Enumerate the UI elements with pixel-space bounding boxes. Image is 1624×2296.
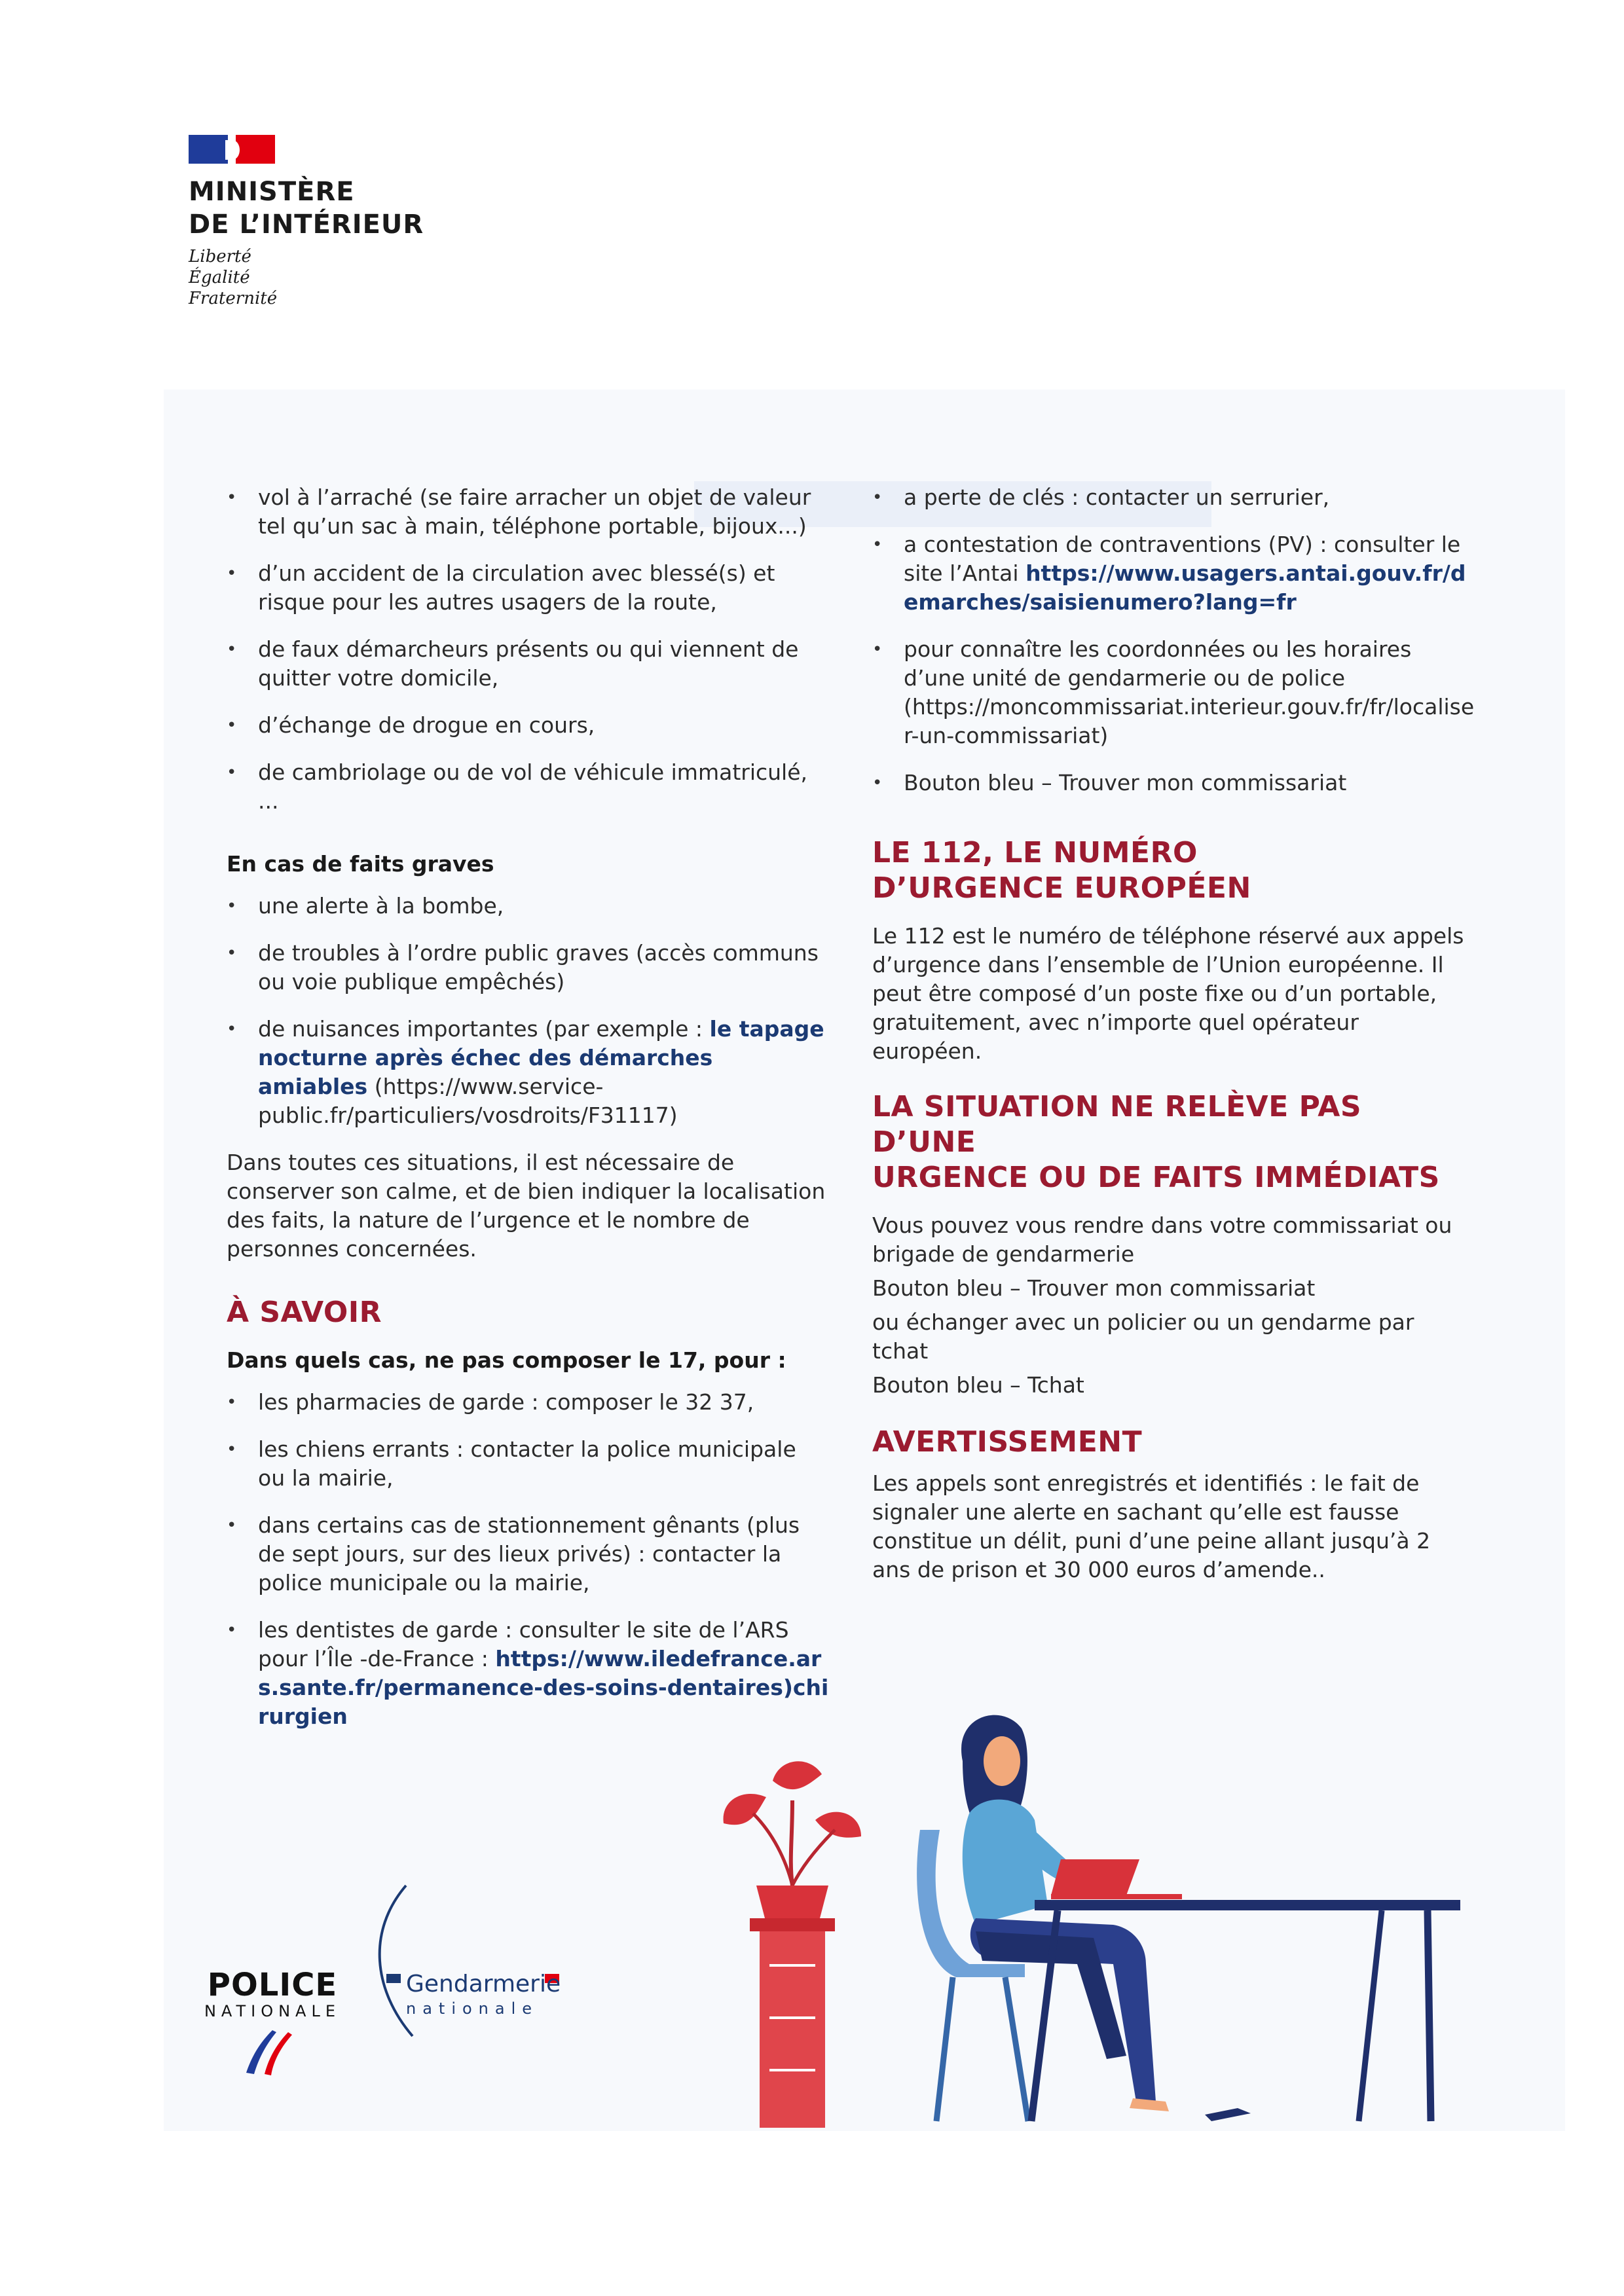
a-savoir-heading: À SAVOIR [227, 1296, 382, 1329]
left-column [227, 483, 829, 1749]
graves-title: En cas de faits graves [227, 851, 494, 877]
avertissement-paragraph: Les appels sont enregistrés et identifiés : le fait de signaler une alerte en sachant qu’elle est fausse constitue un délit, puni d’une peine allant jusqu’à 2 ans de prison et 30 000 euros d’amende.. [872, 1470, 1431, 1582]
gendarmerie-subtitle: nationale [406, 1999, 539, 2018]
gendarmerie-arc-icon [367, 1879, 576, 2049]
police-nationale-logo [194, 1968, 351, 2082]
ars-link[interactable]: https://www.iledefrance.ars.sante.fr/permanence-des-soins-dentaires)chirurgien [258, 1646, 829, 1729]
heading-112-line-2: D’URGENCE EUROPÉEN [872, 871, 1251, 905]
non-urgence-line: Bouton bleu – Trouver mon commissariat [872, 1275, 1316, 1301]
list-item: • les pharmacies de garde : composer le 32 37, [227, 1388, 829, 1417]
police-logo-subtitle: NATIONALE [204, 2002, 341, 2020]
heading-112 [872, 835, 1475, 906]
graves-list [227, 892, 829, 1130]
tricolor-swoosh-icon [233, 2020, 312, 2079]
list-item: • vol à l’arraché (se faire arracher un objet de valeur tel qu’un sac à main, téléphone portable, bijoux...) [227, 483, 829, 541]
list-item: • de faux démarcheurs présents ou qui viennent de quitter votre domicile, [227, 635, 829, 693]
list-item: • Bouton bleu – Trouver mon commissariat [872, 769, 1475, 797]
woman-at-laptop-illustration [694, 1689, 1500, 2128]
list-item [872, 530, 1475, 617]
list-item: • d’un accident de la circulation avec blessé(s) et risque pour les autres usagers de la route, [227, 559, 829, 617]
list-item: • de cambriolage ou de vol de véhicule immatriculé, ... [227, 758, 829, 816]
avertissement-heading: AVERTISSEMENT [872, 1425, 1143, 1459]
situations-paragraph: Dans toutes ces situations, il est nécessaire de conserver son calme, et de bien indiquer la localisation des faits, la nature de l’urgence et le nombre de personnes concernées. [227, 1150, 826, 1262]
graves-3-url: (https://www.service-public.fr/particuliers/vosdroits/F31117) [258, 1074, 678, 1128]
heading-non-urgence-line-1: LA SITUATION NE RELÈVE PAS D’UNE [872, 1090, 1362, 1159]
right-column [872, 483, 1475, 1597]
police-logo-title: POLICE [207, 1967, 338, 2003]
paragraph-112: Le 112 est le numéro de téléphone réservé aux appels d’urgence dans l’ensemble de l’Union européenne. Il peut être composé d’un poste fixe ou d’un portable, gratuitement, avec n’importe quel opérateur européen. [872, 923, 1464, 1064]
list-item [227, 1015, 829, 1130]
list-item: • dans certains cas de stationnement gênants (plus de sept jours, sur des lieux privés) : contacter la police municipale ou la mairie, [227, 1511, 829, 1597]
motto-egalite: Égalité [189, 268, 250, 287]
heading-non-urgence-line-2: URGENCE OU DE FAITS IMMÉDIATS [872, 1161, 1440, 1194]
other-cases-list [872, 483, 1475, 797]
tapage-link[interactable]: le tapage nocturne après échec des démarches amiables [258, 1016, 824, 1099]
list-item: • les chiens errants : contacter la police municipale ou la mairie, [227, 1435, 829, 1493]
list-item: • de troubles à l’ordre public graves (accès communs ou voie publique empêchés) [227, 939, 829, 996]
list-item: • d’échange de drogue en cours, [227, 711, 829, 740]
ministry-line-1: MINISTÈRE [189, 177, 355, 207]
a-savoir-subtitle: Dans quels cas, ne pas composer le 17, pour : [227, 1347, 786, 1373]
a-savoir-list [227, 1388, 829, 1731]
dentistes-text: les dentistes de garde : consulter le site de l’ARS pour l’Île -de-France : [258, 1617, 789, 1671]
contestation-text: a contestation de contraventions (PV) : consulter le site l’Antai [904, 532, 1461, 586]
ministry-name [189, 175, 424, 241]
non-urgence-line: Vous pouvez vous rendre dans votre commissariat ou brigade de gendarmerie [872, 1212, 1452, 1267]
motto-liberte: Liberté [189, 247, 251, 266]
antai-link[interactable]: https://www.usagers.antai.gouv.fr/demarches/saisienumero?lang=fr [904, 560, 1466, 615]
gendarmerie-logo [367, 1879, 576, 2052]
heading-non-urgence [872, 1089, 1475, 1195]
non-urgence-line: ou échanger avec un policier ou un gendarme par tchat [872, 1309, 1414, 1364]
graves-3-text: de nuisances importantes (par exemple : [258, 1016, 710, 1042]
list-item: • a perte de clés : contacter un serrurier, [872, 483, 1475, 512]
gendarmerie-title: Gendarmerie [406, 1971, 561, 1997]
motto-fraternite: Fraternité [189, 289, 278, 308]
ministry-logo [189, 135, 424, 309]
marianne-flag-icon [189, 135, 275, 164]
ministry-line-2: DE L’INTÉRIEUR [189, 210, 424, 240]
emergency-cases-list [227, 483, 829, 816]
heading-112-line-1: LE 112, LE NUMÉRO [872, 836, 1198, 869]
non-urgence-line: Bouton bleu – Tchat [872, 1372, 1084, 1398]
list-item: • pour connaître les coordonnées ou les horaires d’une unité de gendarmerie ou de police (https://moncommissariat.interieur.gouv.fr/fr/localiser-un-commissariat) [872, 635, 1475, 750]
republic-motto [189, 246, 424, 309]
list-item: • une alerte à la bombe, [227, 892, 829, 920]
